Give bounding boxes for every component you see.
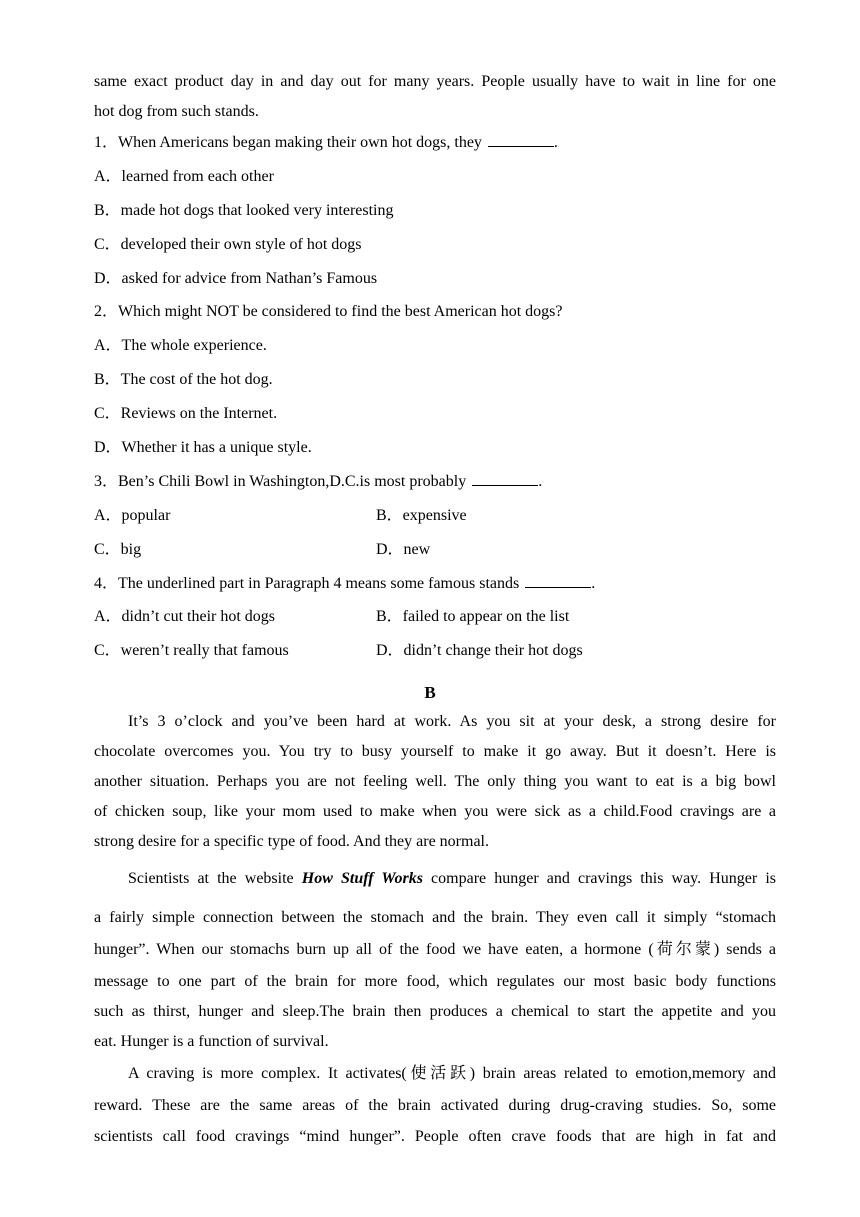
question-1-option-a: A．learned from each other (94, 168, 274, 185)
question-4-stem (94, 574, 595, 594)
question-2-option-d: D．Whether it has a unique style. (94, 439, 312, 456)
question-2-option-c: C．Reviews on the Internet. (94, 405, 278, 422)
question-1-option-b: B．made hot dogs that looked very interesting (94, 202, 394, 219)
question-3-option-a: A．popular (94, 507, 171, 524)
question-2-option-a: A．The whole experience. (94, 337, 267, 354)
question-stem-text: 1．When Americans began making their own hot dogs, they (94, 134, 482, 151)
passage-line: It’s 3 o’clock and you’ve been hard at work. As you sit at your desk, a strong desire for (128, 713, 776, 730)
question-2-stem: 2．Which might NOT be considered to find the best American hot dogs? (94, 303, 563, 320)
passage-line: scientists call food cravings “mind hunger”. People often crave foods that are high in fat and (94, 1128, 776, 1145)
website-name: How Stuff Works (301, 870, 423, 887)
question-stem-text: 3．Ben’s Chili Bowl in Washington,D.C.is most probably (94, 473, 467, 490)
passage-line: such as thirst, hunger and sleep.The brain then produces a chemical to start the appetite and you (94, 1003, 776, 1020)
question-2-option-b: B．The cost of the hot dog. (94, 371, 273, 388)
passage-line: hunger”. When our stomachs burn up all of the food we have eaten, a hormone (荷尔蒙) sends a (94, 941, 776, 958)
question-3-option-c: C．big (94, 541, 142, 558)
answer-blank (525, 574, 591, 588)
passage-text: compare hunger and cravings this way. Hunger is (431, 870, 777, 887)
passage-line: of chicken soup, like your mom used to make when you were sick as a child.Food cravings are a (94, 803, 776, 820)
question-3-option-b: B．expensive (376, 507, 467, 524)
blank-suffix: . (553, 134, 558, 151)
blank-suffix: . (591, 575, 596, 592)
question-3-stem (94, 472, 542, 492)
answer-blank (472, 472, 538, 486)
passage-line: another situation. Perhaps you are not feeling well. The only thing you want to eat is a big bowl (94, 773, 776, 790)
question-3-option-d: D．new (376, 541, 431, 558)
question-4-option-b: B．failed to appear on the list (376, 608, 570, 625)
passage-line: strong desire for a specific type of food. And they are normal. (94, 833, 489, 850)
passage-line: chocolate overcomes you. You try to busy yourself to make it go away. But it doesn’t. Here is (94, 743, 776, 760)
passage-line: message to one part of the brain for more food, which regulates our most basic body functions (94, 973, 776, 990)
blank-suffix: . (538, 473, 543, 490)
passage-line: hot dog from such stands. (94, 103, 259, 120)
passage-line: same exact product day in and day out for many years. People usually have to wait in line for one (94, 73, 776, 90)
question-4-option-c: C．weren’t really that famous (94, 642, 289, 659)
passage-line: A craving is more complex. It activates(使活跃) brain areas related to emotion,memory and (128, 1065, 776, 1082)
passage-text: Scientists at the website (128, 870, 294, 887)
question-4-option-d: D．didn’t change their hot dogs (376, 642, 583, 659)
question-1-option-d: D．asked for advice from Nathan’s Famous (94, 270, 378, 287)
question-1-option-c: C．developed their own style of hot dogs (94, 236, 362, 253)
question-1-stem (94, 133, 558, 153)
question-4-option-a: A．didn’t cut their hot dogs (94, 608, 276, 625)
question-stem-text: 4．The underlined part in Paragraph 4 means some famous stands (94, 575, 520, 592)
passage-line: eat. Hunger is a function of survival. (94, 1033, 329, 1050)
passage-line (128, 869, 776, 889)
answer-blank (488, 133, 554, 147)
section-title: B (424, 683, 436, 702)
passage-line: a fairly simple connection between the stomach and the brain. They even call it simply “stomach (94, 909, 776, 926)
passage-line: reward. These are the same areas of the brain activated during drug-craving studies. So, some (94, 1097, 776, 1114)
